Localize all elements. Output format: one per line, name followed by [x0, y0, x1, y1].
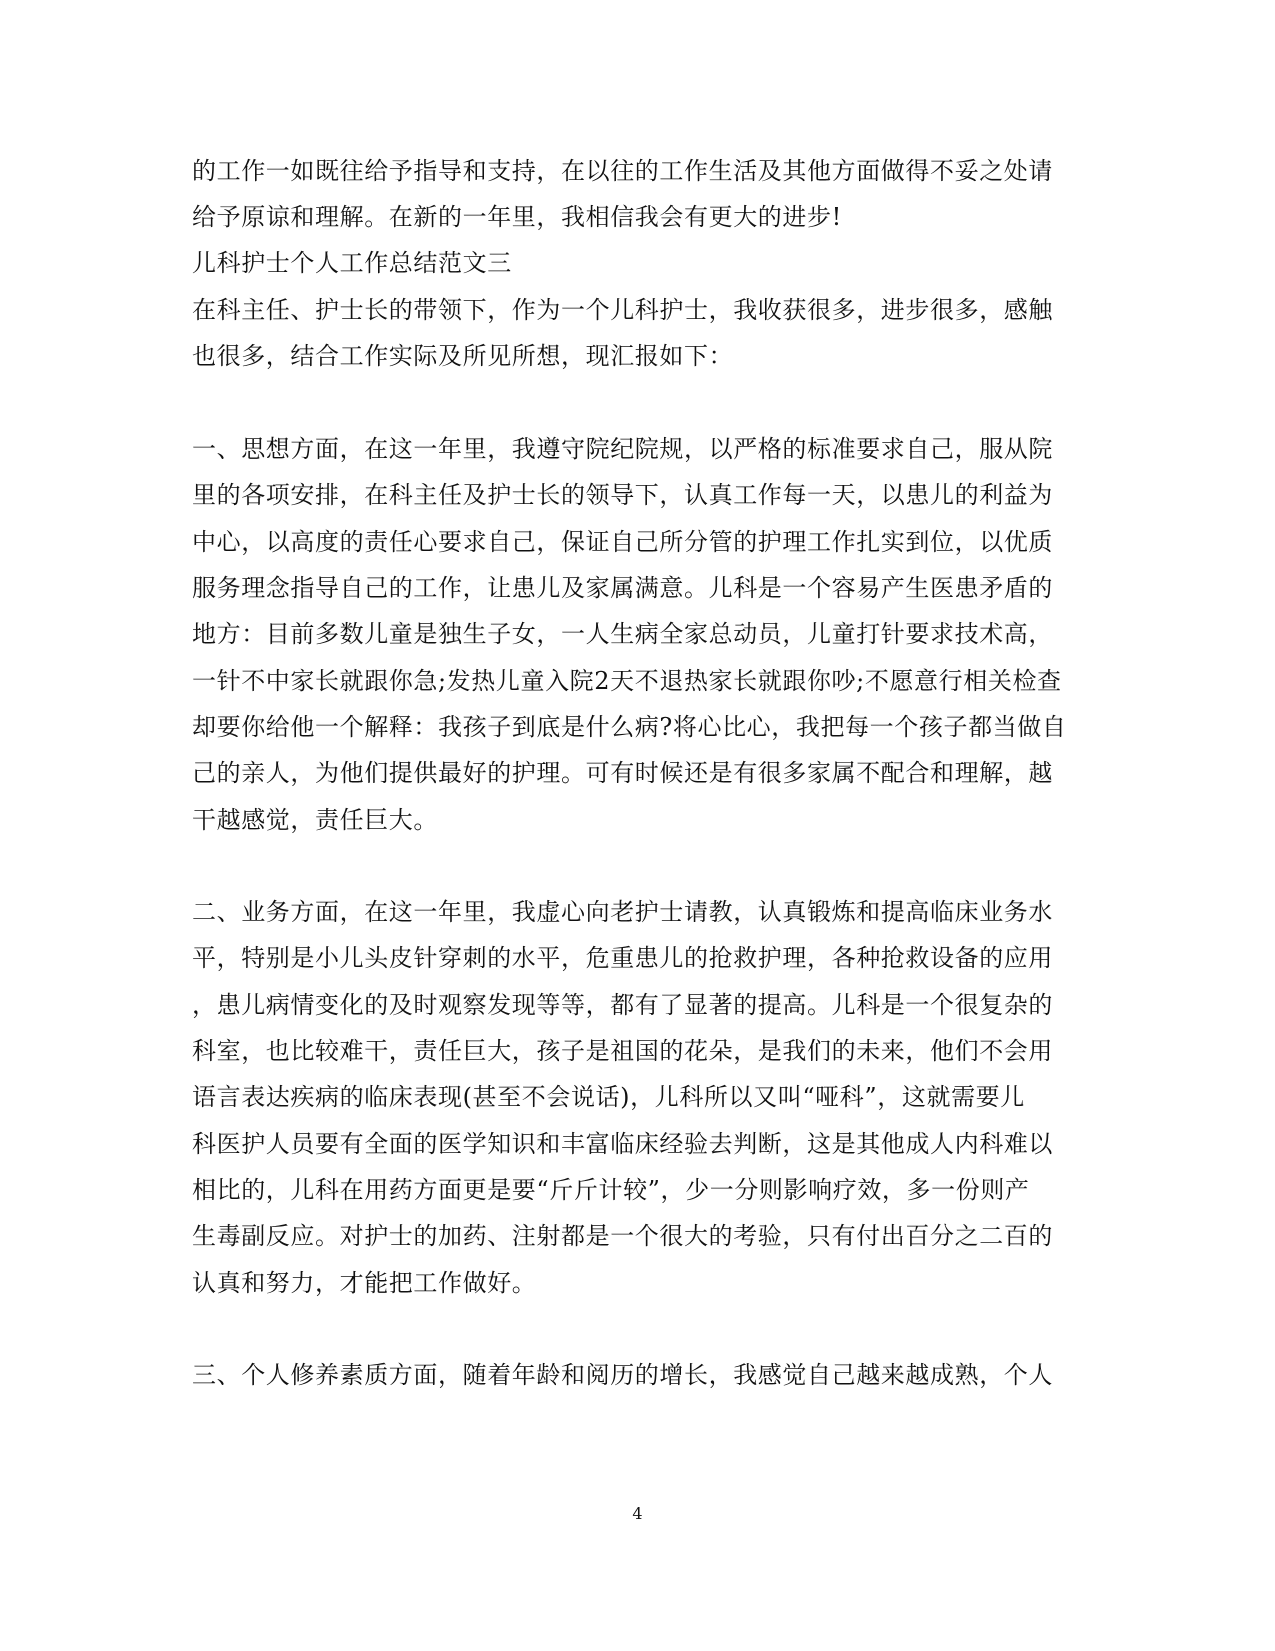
- section-heading: 儿科护士个人工作总结范文三: [192, 249, 512, 277]
- body-text-line: 二、业务方面，在这一年里，我虚心向老护士请教，认真锻炼和提高临床业务水: [192, 898, 1053, 926]
- body-text-line: 科医护人员要有全面的医学知识和丰富临床经验去判断，这是其他成人内科难以: [192, 1130, 1053, 1158]
- page-number: 4: [632, 1504, 643, 1523]
- body-text-line: 的工作一如既往给予指导和支持，在以往的工作生活及其他方面做得不妥之处请: [192, 157, 1053, 185]
- body-text-line: 一、思想方面，在这一年里，我遵守院纪院规，以严格的标准要求自己，服从院: [192, 435, 1053, 463]
- body-text-line: 里的各项安排，在科主任及护士长的领导下，认真工作每一天，以患儿的利益为: [192, 481, 1053, 509]
- body-text-line: 语言表达疾病的临床表现(甚至不会说话)，儿科所以又叫“哑科”，这就需要儿: [192, 1083, 1025, 1111]
- body-text-line: 地方：目前多数儿童是独生子女，一人生病全家总动员，儿童打针要求技术高，: [192, 620, 1053, 648]
- body-text-line: 己的亲人，为他们提供最好的护理。可有时候还是有很多家属不配合和理解，越: [192, 759, 1053, 787]
- body-text-line: 也很多，结合工作实际及所见所想，现汇报如下：: [192, 342, 734, 370]
- body-text-line: 却要你给他一个解释：我孩子到底是什么病?将心比心，我把每一个孩子都当做自: [192, 713, 1067, 741]
- body-text-line: 科室，也比较难干，责任巨大，孩子是祖国的花朵，是我们的未来，他们不会用: [192, 1037, 1053, 1065]
- body-text-line: 在科主任、护士长的带领下，作为一个儿科护士，我收获很多，进步很多，感触: [192, 296, 1053, 324]
- body-text-line: 平，特别是小儿头皮针穿刺的水平，危重患儿的抢救护理，各种抢救设备的应用: [192, 944, 1053, 972]
- body-text-line: 给予原谅和理解。在新的一年里，我相信我会有更大的进步!: [192, 203, 842, 231]
- body-text-line: 生毒副反应。对护士的加药、注射都是一个很大的考验，只有付出百分之二百的: [192, 1222, 1053, 1250]
- body-text-line: 认真和努力，才能把工作做好。: [192, 1269, 537, 1297]
- body-text-line: 干越感觉，责任巨大。: [192, 806, 438, 834]
- body-text-line: 三、个人修养素质方面，随着年龄和阅历的增长，我感觉自己越来越成熟，个人: [192, 1361, 1053, 1389]
- body-text-line: ，患儿病情变化的及时观察发现等等，都有了显著的提高。儿科是一个很复杂的: [192, 991, 1053, 1019]
- body-text-line: 服务理念指导自己的工作，让患儿及家属满意。儿科是一个容易产生医患矛盾的: [192, 574, 1053, 602]
- body-text-line: 一针不中家长就跟你急;发热儿童入院2天不退热家长就跟你吵;不愿意行相关检查: [192, 667, 1062, 695]
- body-text-line: 相比的，儿科在用药方面更是要“斤斤计较”，少一分则影响疗效，多一份则产: [192, 1176, 1030, 1204]
- body-text-line: 中心，以高度的责任心要求自己，保证自己所分管的护理工作扎实到位，以优质: [192, 528, 1053, 556]
